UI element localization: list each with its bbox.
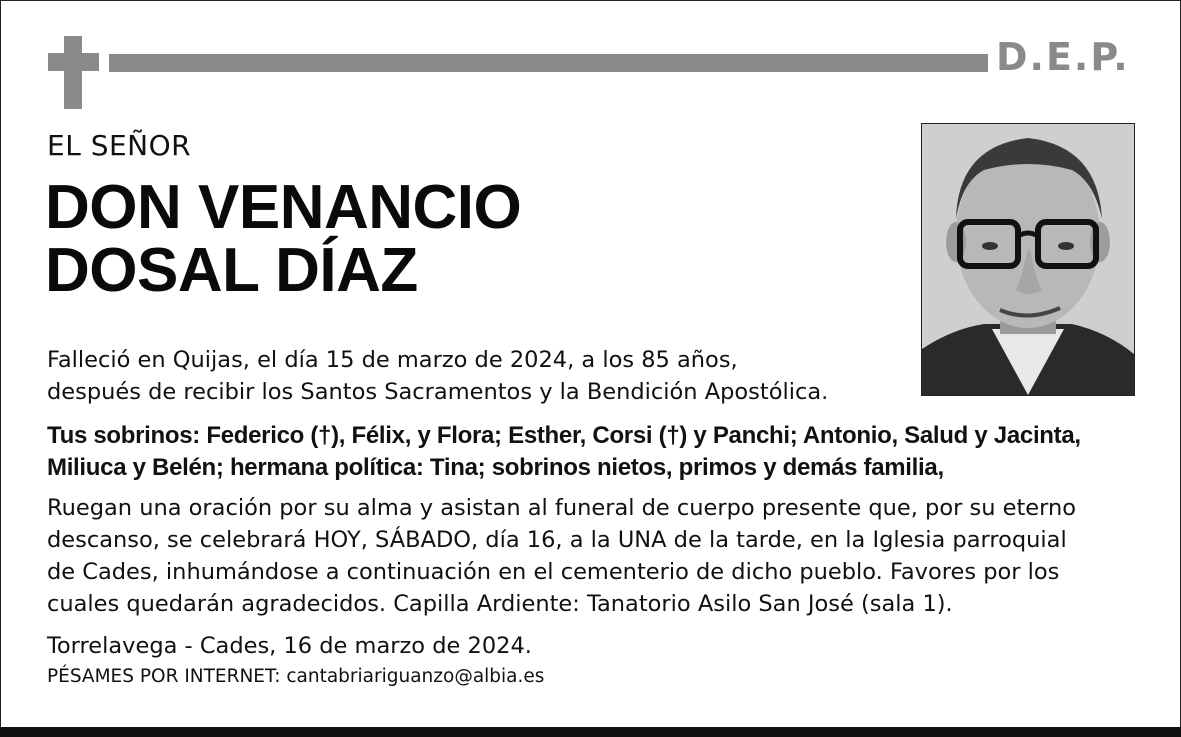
bottom-rule <box>0 727 1181 737</box>
honorific: EL SEÑOR <box>47 129 192 162</box>
death-notice <box>47 344 828 408</box>
deceased-name <box>45 173 522 305</box>
portrait-photo <box>921 123 1135 396</box>
family-line: Miliuca y Belén; hermana política: Tina; sobrinos nietos, primos y demás familia, <box>47 454 944 481</box>
service-details <box>47 492 1076 620</box>
dep-label: D.E.P. <box>996 35 1130 79</box>
portrait-illustration <box>922 124 1134 395</box>
deceased-name-line-2: DOSAL DÍAZ <box>45 236 418 305</box>
death-notice-line: después de recibir los Santos Sacramentos y la Bendición Apostólica. <box>47 379 829 405</box>
deceased-name-line-1: DON VENANCIO <box>45 173 522 242</box>
service-line: Ruegan una oración por su alma y asistan al funeral de cuerpo presente que, por su eterno <box>47 495 1077 521</box>
condolences-contact: PÉSAMES POR INTERNET: cantabriariguanzo@albia.es <box>47 666 545 687</box>
service-line: descanso, se celebrará HOY, SÁBADO, día 16, a la UNA de la tarde, en la Iglesia parroquial <box>47 527 1067 553</box>
service-line: de Cades, inhumándose a continuación en el cementerio de dicho pueblo. Favores por los <box>47 559 1060 585</box>
cross-icon-arm <box>48 53 99 71</box>
death-notice-line: Falleció en Quijas, el día 15 de marzo de 2024, a los 85 años, <box>47 347 738 373</box>
service-line: cuales quedarán agradecidos. Capilla Ardiente: Tanatorio Asilo San José (sala 1). <box>47 591 953 617</box>
header-rule <box>109 54 988 72</box>
cross-icon <box>64 36 82 109</box>
place-date: Torrelavega - Cades, 16 de marzo de 2024. <box>47 633 532 659</box>
family-list <box>47 420 1081 484</box>
family-line: Tus sobrinos: Federico (†), Félix, y Flora; Esther, Corsi (†) y Panchi; Antonio, Salud y Jacinta, <box>47 422 1081 449</box>
